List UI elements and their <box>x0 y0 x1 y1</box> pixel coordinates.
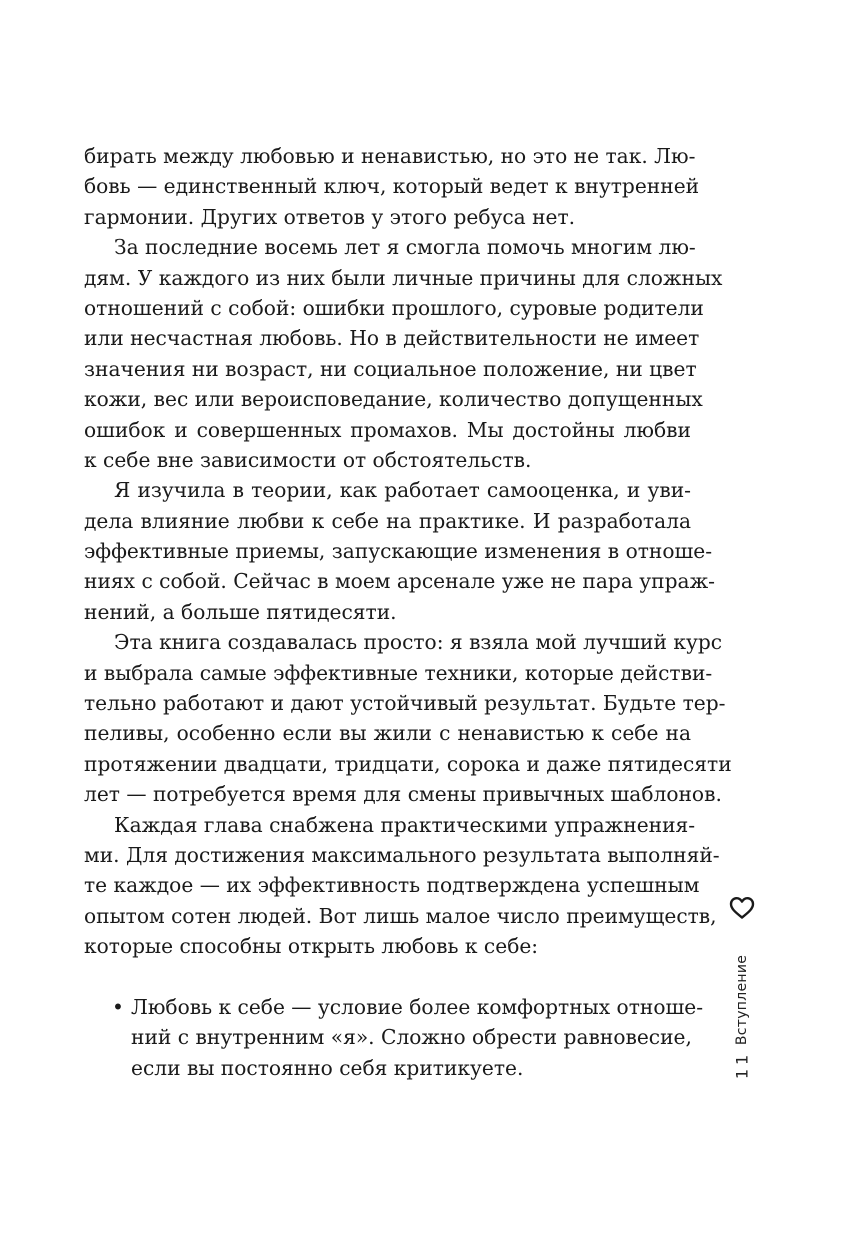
text-line: дям. У каждого из них были личные причины для сложных <box>84 265 723 290</box>
text-line: опытом сотен людей. Вот лишь малое число преимуществ, <box>84 903 717 928</box>
text-line: и выбрала самые эффективные техники, которые действи- <box>84 660 713 685</box>
text-line: протяжении двадцати, тридцати, сорока и даже пятидесяти <box>84 751 732 776</box>
text-line: ниях с собой. Сейчас в моем арсенале уже не пара упраж- <box>84 569 715 594</box>
paragraph <box>84 232 723 475</box>
bullet-marker: • <box>112 995 124 1019</box>
heart-outline-icon <box>729 896 755 920</box>
text-line: отношений с собой: ошибки прошлого, суровые родители <box>84 295 704 320</box>
text-line: значения ни возраст, ни социальное положение, ни цвет <box>84 356 697 381</box>
page-margin-nav <box>722 896 762 1086</box>
text-line: Я изучила в теории, как работает самооценка, и уви- <box>114 478 691 503</box>
text-line: Эта книга создавалась просто: я взяла мой лучший курс <box>114 630 723 655</box>
text-line: или несчастная любовь. Но в действительности не имеет <box>84 326 700 351</box>
text-line: к себе вне зависимости от обстоятельств. <box>84 447 532 472</box>
text-line: лет — потребуется время для смены привычных шаблонов. <box>84 782 722 807</box>
body-text <box>84 141 732 962</box>
list-item <box>112 992 704 1083</box>
text-line: те каждое — их эффективность подтверждена успешным <box>84 873 700 898</box>
text-line: бирать между любовью и ненавистью, но это не так. Лю- <box>84 144 696 168</box>
text-line: пеливы, особенно если вы жили с ненавистью к себе на <box>84 721 691 746</box>
text-line: тельно работают и дают устойчивый результат. Будьте тер- <box>84 691 726 716</box>
text-line: Любовь к себе — условие более комфортных отноше- <box>131 995 704 1019</box>
text-line: ний с внутренним «я». Сложно обрести равновесие, <box>131 1025 692 1050</box>
text-line: За последние восемь лет я смогла помочь многим лю- <box>114 235 696 260</box>
text-line: гармонии. Других ответов у этого ребуса нет. <box>84 204 576 229</box>
bullet-list <box>112 992 704 1083</box>
text-line: которые способны открыть любовь к себе: <box>84 934 539 959</box>
section-title: Вступление <box>734 954 750 1046</box>
paragraph <box>84 810 720 962</box>
text-line: Каждая глава снабжена практическими упражнения- <box>114 812 696 837</box>
text-line: нений, а больше пятидесяти. <box>84 599 397 624</box>
text-line: дела влияние любви к себе на практике. И разработала <box>84 508 691 533</box>
paragraph <box>84 141 700 232</box>
page-number: 11 <box>732 1050 752 1080</box>
text-line: ми. Для достижения максимального результата выполняй- <box>84 842 720 867</box>
text-line: эффективные приемы, запускающие изменения в отноше- <box>84 539 713 564</box>
text-line: ошибок и совершенных промахов. Мы достойны любви <box>84 417 691 442</box>
paragraph <box>84 627 732 809</box>
text-line: бовь — единственный ключ, который ведет к внутренней <box>84 174 700 199</box>
text-line: если вы постоянно себя критикуете. <box>131 1055 524 1080</box>
paragraph <box>84 475 715 627</box>
text-line: кожи, вес или вероисповедание, количество допущенных <box>84 387 703 412</box>
